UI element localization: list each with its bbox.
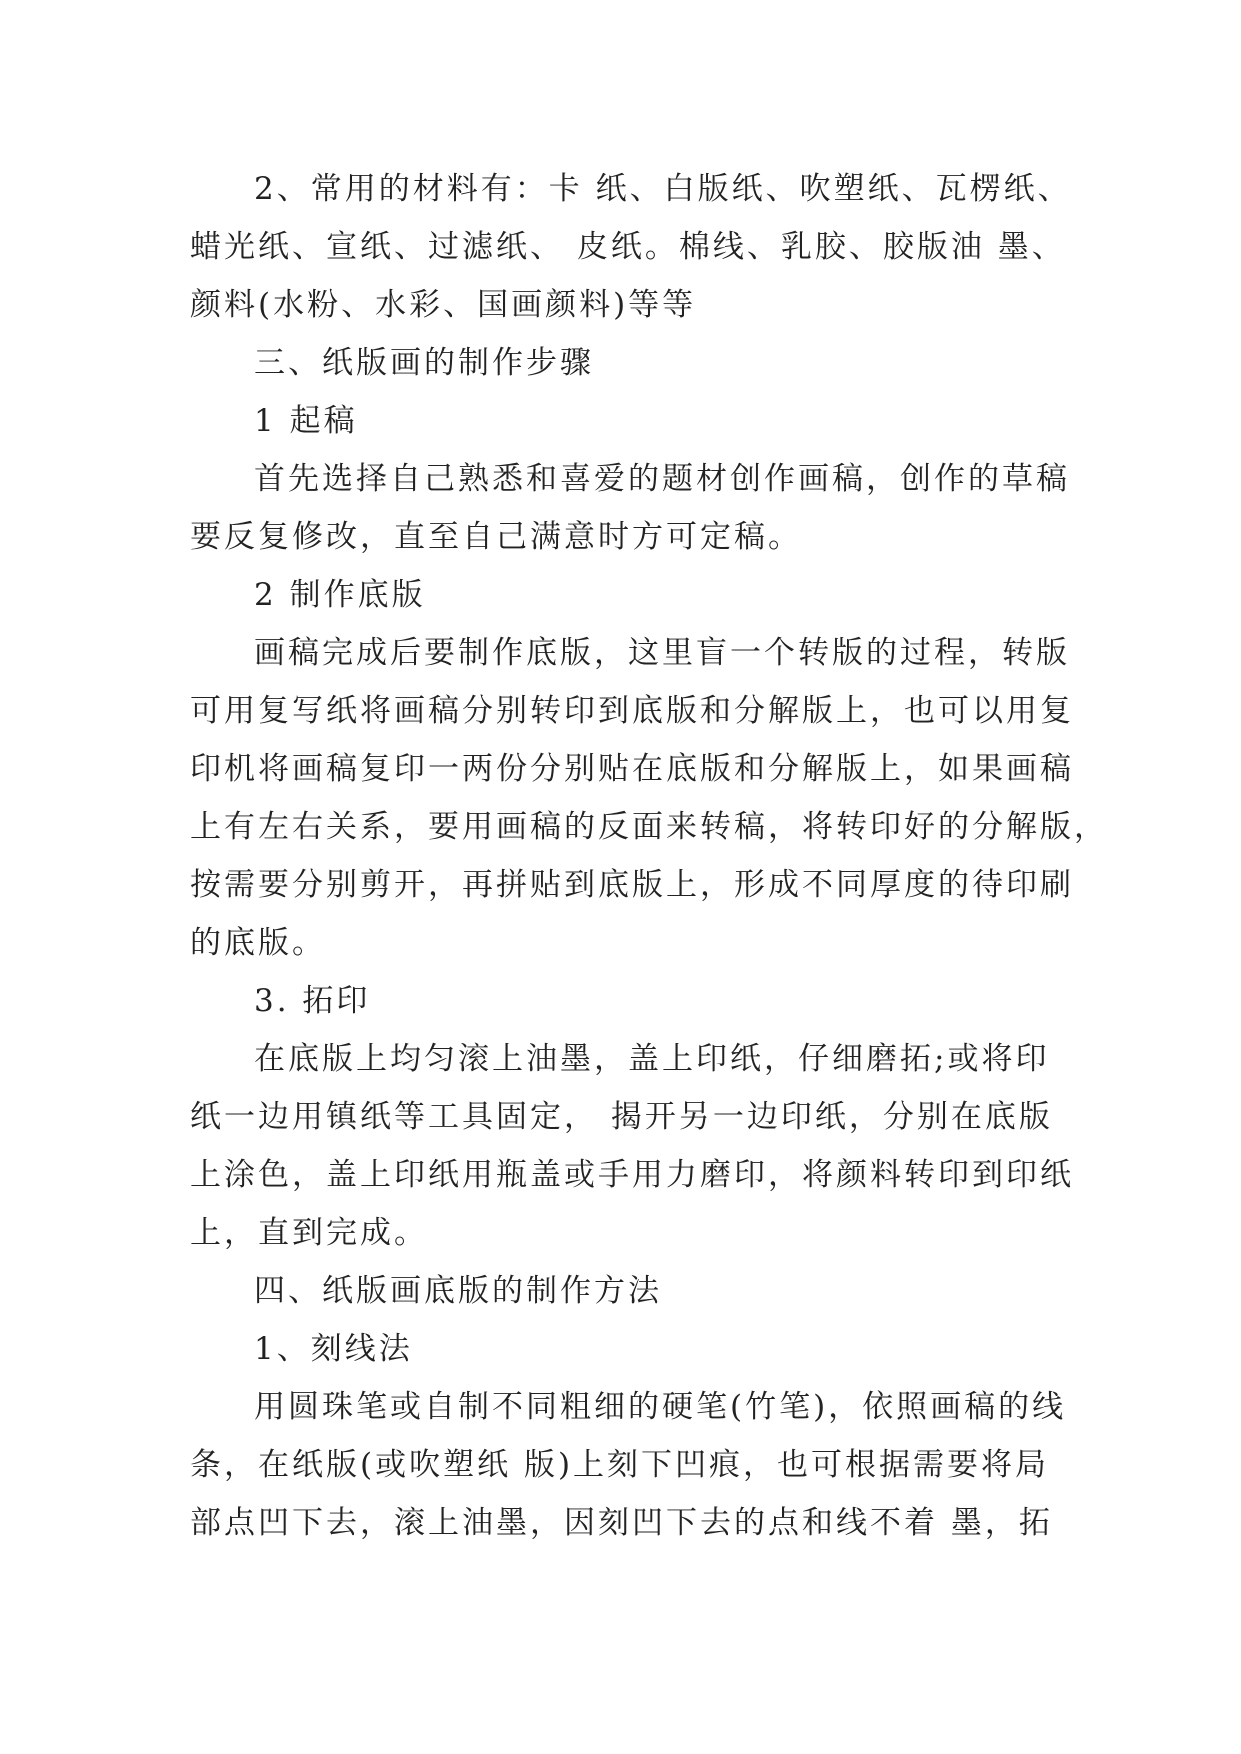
text-line: 用圆珠笔或自制不同粗细的硬笔(竹笔)，依照画稿的线: [254, 1389, 1067, 1425]
text-line: 1、刻线法: [254, 1331, 413, 1367]
text-line: 纸一边用镇纸等工具固定， 揭开另一边印纸，分别在底版: [190, 1099, 1053, 1135]
text-line: 1 起稿: [254, 403, 358, 439]
text-line: 上涂色，盖上印纸用瓶盖或手用力磨印，将颜料转印到印纸: [190, 1157, 1074, 1193]
paragraph-engraving: [190, 1378, 1070, 1552]
text-line: 按需要分别剪开，再拼贴到底版上，形成不同厚度的待印刷: [190, 867, 1074, 903]
subheading-engraving: [190, 1320, 1070, 1378]
text-line: 四、纸版画底版的制作方法: [254, 1273, 662, 1309]
text-line: 的底版。: [190, 925, 326, 961]
paragraph-materials: [190, 160, 1070, 334]
text-line: 首先选择自己熟悉和喜爱的题材创作画稿，创作的草稿: [254, 461, 1070, 497]
document-body: [190, 160, 1108, 1552]
section-heading-steps: [190, 334, 1070, 392]
section-heading-methods: [190, 1262, 1070, 1320]
text-line: 蜡光纸、宣纸、过滤纸、 皮纸。棉线、乳胶、胶版油 墨、: [190, 229, 1066, 265]
subheading-sketch: [190, 392, 1070, 450]
subheading-rubbing: [190, 972, 1070, 1030]
text-line: 印机将画稿复印一两份分别贴在底版和分解版上，如果画稿: [190, 751, 1074, 787]
text-line: 部点凹下去，滚上油墨，因刻凹下去的点和线不着 墨，拓: [190, 1505, 1053, 1541]
paragraph-rubbing: [190, 1030, 1074, 1262]
text-line: 可用复写纸将画稿分别转印到底版和分解版上，也可以用复: [190, 693, 1074, 729]
text-line: 上，直到完成。: [190, 1215, 428, 1251]
text-line: 要反复修改，直至自己满意时方可定稿。: [190, 519, 802, 555]
text-line: 上有左右关系，要用画稿的反面来转稿，将转印好的分解版，: [190, 809, 1108, 845]
text-line: 条，在纸版(或吹塑纸 版)上刻下凹痕，也可根据需要将局: [190, 1447, 1050, 1483]
text-line: 2 制作底版: [254, 577, 426, 613]
text-line: 2、常用的材料有：卡 纸、白版纸、吹塑纸、瓦楞纸、: [254, 171, 1072, 207]
text-line: 在底版上均匀滚上油墨，盖上印纸，仔细磨拓;或将印: [254, 1041, 1050, 1077]
text-line: 三、纸版画的制作步骤: [254, 345, 594, 381]
text-line: 画稿完成后要制作底版，这里盲一个转版的过程，转版: [254, 635, 1070, 671]
subheading-base-plate: [190, 566, 1070, 624]
text-line: 颜料(水粉、水彩、国画颜料)等等: [190, 287, 697, 323]
paragraph-base-plate: [190, 624, 1108, 972]
text-line: 3. 拓印: [254, 983, 371, 1019]
paragraph-sketch: [190, 450, 1070, 566]
